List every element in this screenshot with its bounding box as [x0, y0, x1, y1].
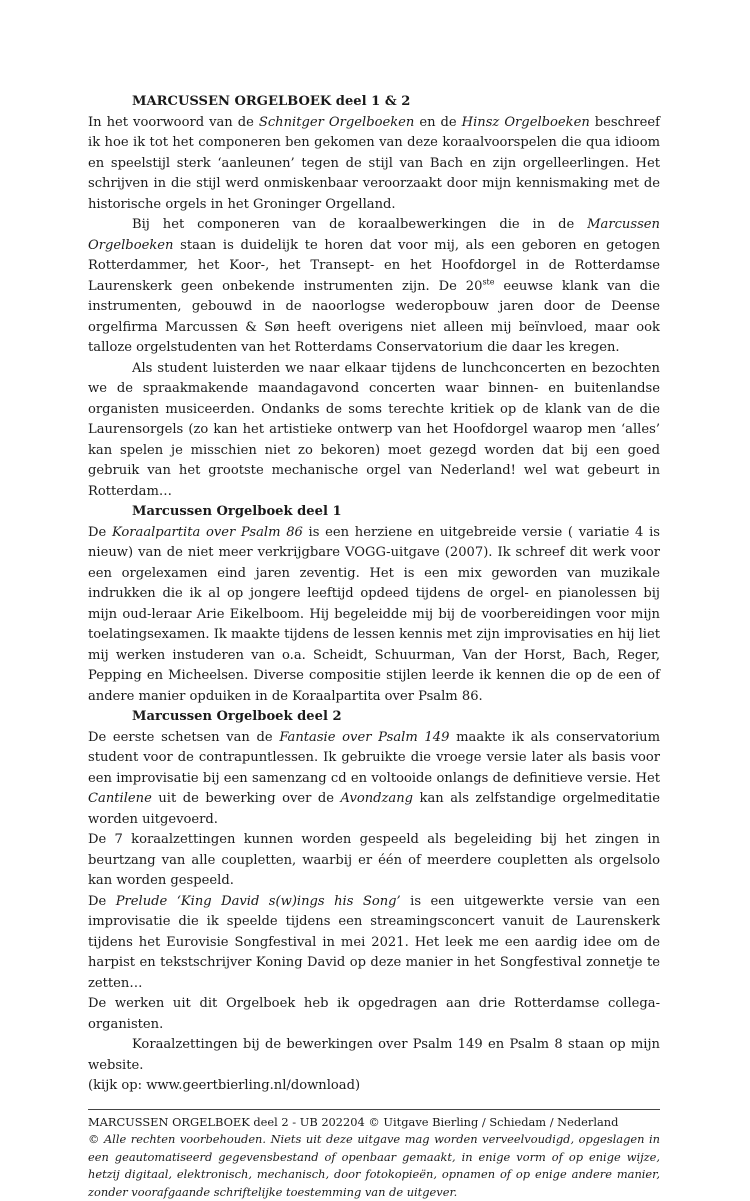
- intro-paragraph-1: In het voorwoord van de Schnitger Orgelboeken en de Hinsz Orgelboeken beschreef ik hoe ik tot het componeren ben gekomen van deze koraalvoorspelen die qua idioom en speelstijl sterk ‘aanleunen’ tegen de stijl van Bach en zijn orgelleerlingen. Het schrijven in die stijl werd onmiskenbaar veroorzaakt door mijn kennismaking met de historische orgels in het Groninger Orgelland.: [88, 113, 660, 216]
- section-heading-deel-2: Marcussen Orgelboek deel 2: [88, 707, 660, 728]
- footer-publication-line: MARCUSSEN ORGELBOEK deel 2 - UB 202204 © Uitgave Bierling / Schiedam / Nederland: [88, 1114, 660, 1132]
- deel2-paragraph-1: De eerste schetsen van de Fantasie over Psalm 149 maakte ik als conservatorium student voor de contrapuntlessen. Ik gebruikte die vroege versie later als basis voor een improvisatie bij een samenzang cd en voltooide onlangs de definitieve versie. Het Cantilene uit de bewerking over de Avondzang kan als zelfstandige orgelmeditatie worden uitgevoerd.: [88, 728, 660, 831]
- deel2-paragraph-3: De Prelude ‘King David s(w)ings his Song’ is een uitgewerkte versie van een improvisatie die ik speelde tijdens een streamingsconcert vanuit de Laurenskerk tijdens het Eurovisie Songfestival in mei 2021. Het leek me een aardig idee om de harpist en tekstschrijver Koning David op deze manier in het Songfestival zonnetje te zetten…: [88, 892, 660, 995]
- section-heading-deel-1: Marcussen Orgelboek deel 1: [88, 502, 660, 523]
- intro-paragraph-3: Als student luisterden we naar elkaar tijdens de lunchconcerten en bezochten we de spraakmakende maandagavond concerten waar binnen- en buitenlandse organisten musiceerden. Ondanks de soms terechte kritiek op de klank van de die Laurensorgels (zo kan het artistieke ontwerp van het Hoofdorgel waarop men ‘alles’ kan spelen je misschien niet zo bekoren) moet gezegd worden dat bij een goed gebruik van het grootste mechanische orgel van Nederland! wel wat gebeurt in Rotterdam…: [88, 359, 660, 503]
- footer-divider: [88, 1109, 660, 1110]
- document-page: [88, 92, 660, 1201]
- footer: [88, 1114, 660, 1201]
- intro-paragraph-2: Bij het componeren van de koraalbewerkingen die in de Marcussen Orgelboeken staan is duidelijk te horen dat voor mij, als een geboren en getogen Rotterdammer, het Koor-, het Transept- en het Hoofdorgel in de Rotterdamse Laurenskerk geen onbekende instrumenten zijn. De 20ste eeuwse klank van die instrumenten, gebouwd in de naoorlogse wederopbouw jaren door de Deense orgelfirma Marcussen & Søn heeft overigens niet alleen mij beïnvloed, maar ook talloze orgelstudenten van het Rotterdams Conservatorium die daar les kregen.: [88, 215, 660, 359]
- footer-copyright-notice: © Alle rechten voorbehouden. Niets uit deze uitgave mag worden verveelvoudigd, opgeslagen in een geautomatiseerd gegevensbestand of openbaar gemaakt, in enige vorm of op enige wijze, hetzij digitaal, elektronisch, mechanisch, door fotokopieën, opnamen of op enige andere manier, zonder voorafgaande schriftelijke toestemming van de uitgever.: [88, 1131, 660, 1201]
- main-heading: MARCUSSEN ORGELBOEK deel 1 & 2: [88, 92, 660, 113]
- deel2-paragraph-4: De werken uit dit Orgelboek heb ik opgedragen aan drie Rotterdamse collega-organisten.: [88, 994, 660, 1035]
- deel1-paragraph-1: De Koraalpartita over Psalm 86 is een herziene en uitgebreide versie ( variatie 4 is nieuw) van de niet meer verkrijgbare VOGG-uitgave (2007). Ik schreef dit werk voor een orgelexamen eind jaren zeventig. Het is een mix geworden van muzikale indrukken die ik al op jongere leeftijd opdeed tijdens de orgel- en pianolessen bij mijn oud-leraar Arie Eikelboom. Hij begeleidde mij bij de voorbereidingen voor mijn toelatingsexamen. Ik maakte tijdens de lessen kennis met zijn improvisaties en hij liet mij werken instuderen van o.a. Scheidt, Schuurman, Van der Horst, Bach, Reger, Pepping en Micheelsen. Diverse compositie stijlen leerde ik kennen die op de een of andere manier opduiken in de Koraalpartita over Psalm 86.: [88, 523, 660, 708]
- deel2-paragraph-5: Koraalzettingen bij de bewerkingen over Psalm 149 en Psalm 8 staan op mijn website.: [88, 1035, 660, 1076]
- deel2-paragraph-6: (kijk op: www.geertbierling.nl/download): [88, 1076, 660, 1097]
- deel2-paragraph-2: De 7 koraalzettingen kunnen worden gespeeld als begeleiding bij het zingen in beurtzang van alle coupletten, waarbij er één of meerdere coupletten als orgelsolo kan worden gespeeld.: [88, 830, 660, 892]
